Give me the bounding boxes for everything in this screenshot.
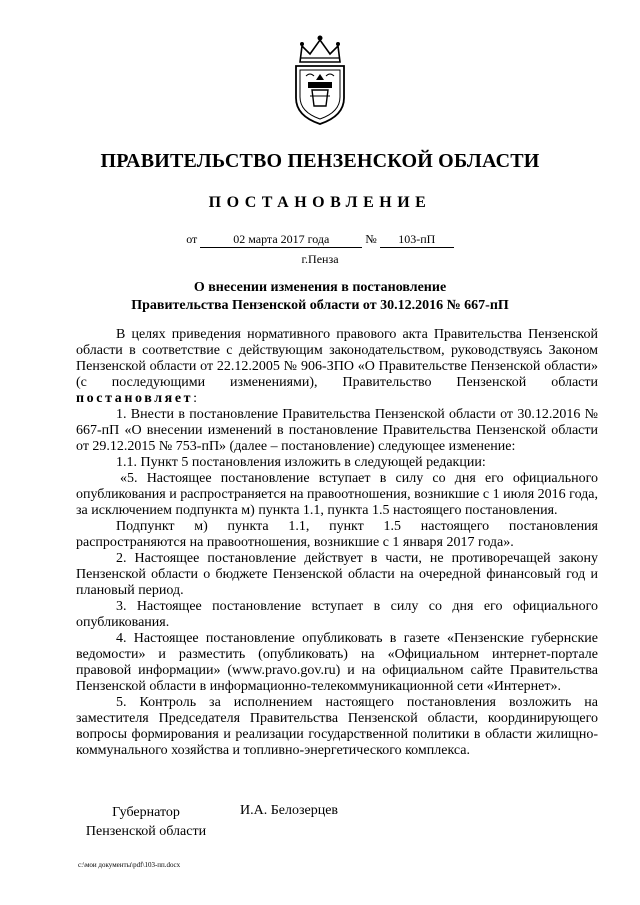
decree-colon: : (193, 391, 198, 406)
subject-line-1: О внесении изменения в постановление (193, 280, 447, 295)
intro-text: В целях приведения нормативного правового акта Правительства Пензенской области в соответствие с действующим законодательством, руководствуясь Законом Пензенской области от 22.12.2005 № 906-ЗПО «О Правительстве Пензенской области» (с последующими изменениями), Правительство Пензенской области (76, 327, 598, 390)
file-path-footer: c:\мои документы\pdf\103-пп.docx (78, 861, 181, 869)
document-body (76, 327, 598, 759)
document-type: ПОСТАНОВЛЕНИЕ (208, 194, 432, 211)
position-line-1: Губернатор (112, 805, 180, 820)
date-number-line (0, 232, 640, 248)
paragraph-4: 4. Настоящее постановление опубликовать в газете «Пензенские губернские ведомости» и разместить (опубликовать) на «Официальном интернет-портале правовой информации» (www.pravo.gov.ru) и на официальном сайте Правительства Пензенской области в информационно-телекоммуникационной сети «Интернет». (76, 631, 598, 694)
quoted-paragraph-2: Подпункт м) пункта 1.1, пункт 1.5 настоящего постановления распространяются на правоотношения, возникшие с 1 января 2017 года». (76, 519, 598, 550)
document-date: 02 марта 2017 года (200, 232, 362, 248)
paragraph-5: 5. Контроль за исполнением настоящего постановления возложить на заместителя Председателя Правительства Пензенской области, координирующего вопросы формирования и реализации государственной политики в области жилищно-коммунального хозяйства и топливно-энергетического комплекса. (76, 695, 598, 758)
paragraph-1: 1. Внести в постановление Правительства Пензенской области от 30.12.2016 № 667-пП «О внесении изменений в постановление Правительства Пензенской области от 29.12.2015 № 753-пП» (далее – постановление) следующее изменение: (76, 407, 598, 454)
paragraph-3: 3. Настоящее постановление вступает в силу со дня его официального опубликования. (76, 599, 598, 630)
signatory-position (78, 803, 214, 841)
decree-word: постановляет (76, 391, 194, 406)
number-prefix: № (365, 232, 377, 246)
document-subject (0, 279, 640, 315)
government-title: ПРАВИТЕЛЬСТВО ПЕНЗЕНСКОЙ ОБЛАСТИ (100, 150, 540, 172)
signatory-name: И.А. Белозерцев (240, 803, 339, 818)
subject-line-2: Правительства Пензенской области от 30.12.2016 № 667-пП (131, 298, 509, 313)
coat-of-arms-emblem (286, 32, 354, 128)
position-line-2: Пензенской области (85, 824, 207, 839)
date-prefix: от (186, 232, 198, 246)
quoted-paragraph-1: «5. Настоящее постановление вступает в силу со дня его официального опубликования и распространяется на правоотношения, возникшие с 1 июля 2016 года, за исключением подпункта м) пункта 1.1, пункта 1.5 настоящего постановления. (76, 471, 598, 518)
paragraph-2: 2. Настоящее постановление действует в части, не противоречащей закону Пензенской области о бюджете Пензенской области на очередной финансовый год и плановый период. (76, 551, 598, 598)
document-number: 103-пП (380, 232, 454, 248)
intro-paragraph (76, 327, 598, 407)
city: г.Пенза (301, 252, 339, 266)
paragraph-1-1: 1.1. Пункт 5 постановления изложить в следующей редакции: (116, 455, 486, 470)
